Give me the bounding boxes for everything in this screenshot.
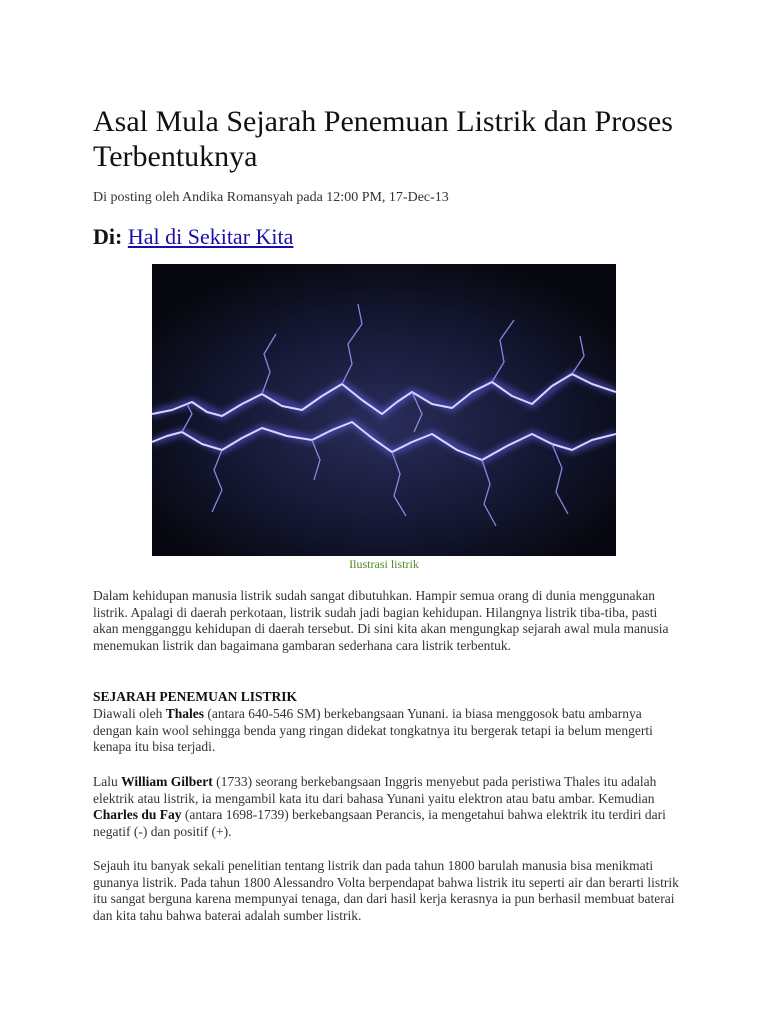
post-byline: Di posting oleh Andika Romansyah pada 12:00 PM, 17-Dec-13	[93, 190, 449, 205]
intro-paragraph: Dalam kehidupan manusia listrik sudah sangat dibutuhkan. Hampir semua orang di dunia menggunakan listrik. Apalagi di daerah perkotaan, listrik sudah jadi bagian kehidupan. Hilangnya listrik tiba-tiba, pasti akan mengganggu kehidupan di daerah tersebut. Di sini kita akan mengungkap sejarah awal mula manusia menemukan listrik dan bagaimana gambaran sederhana cara listrik terbentuk.	[93, 588, 669, 654]
bold-name: Charles du Fay	[93, 807, 182, 823]
bold-name: William Gilbert	[121, 774, 213, 789]
text-span: Diawali oleh	[93, 706, 166, 721]
text-span: (1733) seorang berkebangsaan Inggris menyebut pada peristiwa Thales itu adalah elektrik atau listrik, ia mengambil kata itu dari bahasa Yunani yaitu elektron atau batu ambar. Kemudian	[93, 774, 657, 806]
thales-paragraph	[93, 706, 683, 756]
text-span: (antara 640-546 SM) berkebangsaan Yunani. ia biasa menggosok batu ambarnya dengan kain wool sehingga benda yang ringan didekat tongkatnya itu bergerak tetapi ia belum mengerti kenapa itu bisa terjadi.	[93, 706, 653, 755]
volta-paragraph: Sejauh itu banyak sekali penelitian tentang listrik dan pada tahun 1800 barulah manusia bisa menikmati gunanya listrik. Pada tahun 1800 Alessandro Volta berpendapat bahwa listrik itu seperti air dan berarti listrik itu sangat berguna karena mempunyai tenaga, dan dari hasil kerja kerasnya ia pun berhasil membuat baterai dan kita tahu bahwa baterai adalah sumber listrik.	[93, 858, 679, 924]
category-line	[93, 224, 293, 250]
category-link[interactable]: Hal di Sekitar Kita	[127, 224, 294, 249]
category-prefix: Di:	[93, 224, 123, 249]
bold-name: Thales	[165, 706, 204, 721]
text-span: (antara 1698-1739) berkebangsaan Perancis, ia mengetahui bahwa elektrik itu terdiri dari negatif (-) dan positif (+).	[93, 807, 666, 840]
lightning-illustration	[152, 264, 616, 556]
lightning-image	[152, 264, 616, 556]
section-heading: SEJARAH PENEMUAN LISTRIK	[93, 689, 298, 704]
article-title: Asal Mula Sejarah Penemuan Listrik dan Proses Terbentuknya	[93, 105, 673, 173]
text-span: Lalu	[93, 774, 122, 789]
gilbert-paragraph	[93, 774, 683, 841]
image-caption: Ilustrasi listrik	[349, 557, 419, 571]
